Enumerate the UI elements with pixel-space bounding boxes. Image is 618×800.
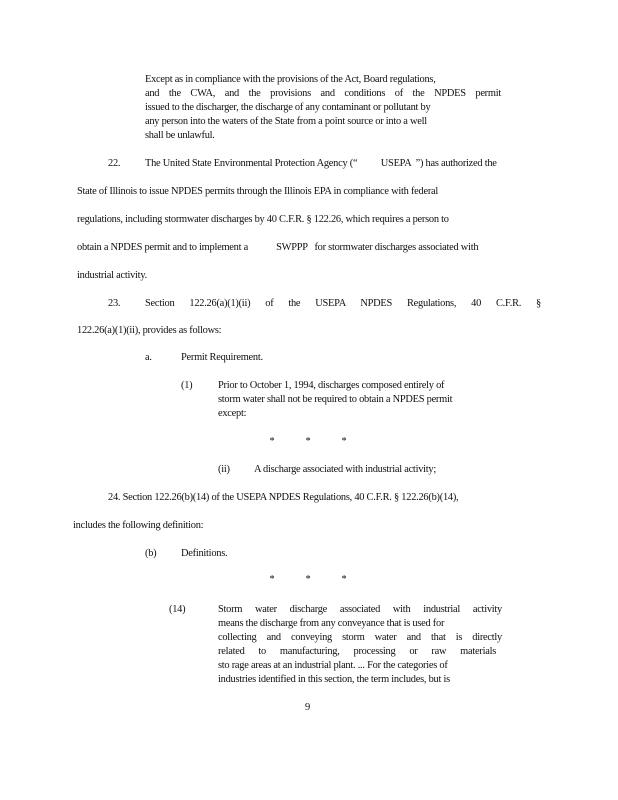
item-line: industries identified in this section, the term includes, but is [218,674,450,685]
item-line: Prior to October 1, 1994, discharges composed entirely of [218,380,445,391]
paragraph-line: regulations, including stormwater discharges by 40 C.F.R. § 122.26, which requires a person to [77,214,449,225]
paragraph-line: obtain a NPDES permit and to implement a SWPPP for stormwater discharges associated with [77,242,479,253]
asterisk: * [269,436,275,447]
item-line: storm water shall not be required to obtain a NPDES permit [218,394,453,405]
paragraph-number: 22. [108,158,121,169]
item-line: related to manufacturing, processing or raw materials [218,646,496,657]
asterisk: * [305,574,311,585]
paragraph-line: State of Illinois to issue NPDES permits through the Illinois EPA in compliance with federal [77,186,439,197]
asterisk-separator [254,435,362,448]
quote1-line: and the CWA, and the provisions and conditions of the NPDES permit [145,88,501,99]
quote1-line: any person into the waters of the State from a point source or into a well [145,116,427,127]
quote1-line: Except as in compliance with the provisions of the Act, Board regulations, [145,74,436,85]
page-number: 9 [305,702,310,713]
paragraph-line: industrial activity. [77,270,147,281]
asterisk: * [341,574,347,585]
paragraph-line: The United State Environmental Protection Agency (“ USEPA ”) has authorized the [145,158,497,169]
item-line: Storm water discharge associated with industrial activity [218,604,502,615]
paragraph-line: 24. Section 122.26(b)(14) of the USEPA NPDES Regulations, 40 C.F.R. § 122.26(b)(14), [108,492,459,503]
item-line: A discharge associated with industrial activity; [254,464,437,475]
asterisk-separator [254,573,362,586]
item-label: (1) [181,380,193,391]
item-label: (ii) [218,464,230,475]
item-line: except: [218,408,247,419]
item-label: (14) [169,604,186,615]
asterisk: * [305,436,311,447]
asterisk: * [341,436,347,447]
asterisk: * [269,574,275,585]
paragraph-line: includes the following definition: [73,520,204,531]
item-line: collecting and conveying storm water and that is directly [218,632,502,643]
paragraph-line: 122.26(a)(1)(ii), provides as follows: [77,325,222,336]
subsection-heading: Permit Requirement. [181,352,263,363]
paragraph-number: 23. [108,298,121,309]
paragraph-line: Section 122.26(a)(1)(ii) of the USEPA NPDES Regulations, 40 C.F.R. § [145,298,541,309]
quote1-line: shall be unlawful. [145,130,215,141]
quote1-line: issued to the discharger, the discharge of any contaminant or pollutant by [145,102,431,113]
subsection-heading: Definitions. [181,548,228,559]
subsection-label: a. [145,352,152,363]
item-line: means the discharge from any conveyance that is used for [218,618,445,629]
subsection-label: (b) [145,548,157,559]
item-line: sto rage areas at an industrial plant. ... For the categories of [218,660,448,671]
